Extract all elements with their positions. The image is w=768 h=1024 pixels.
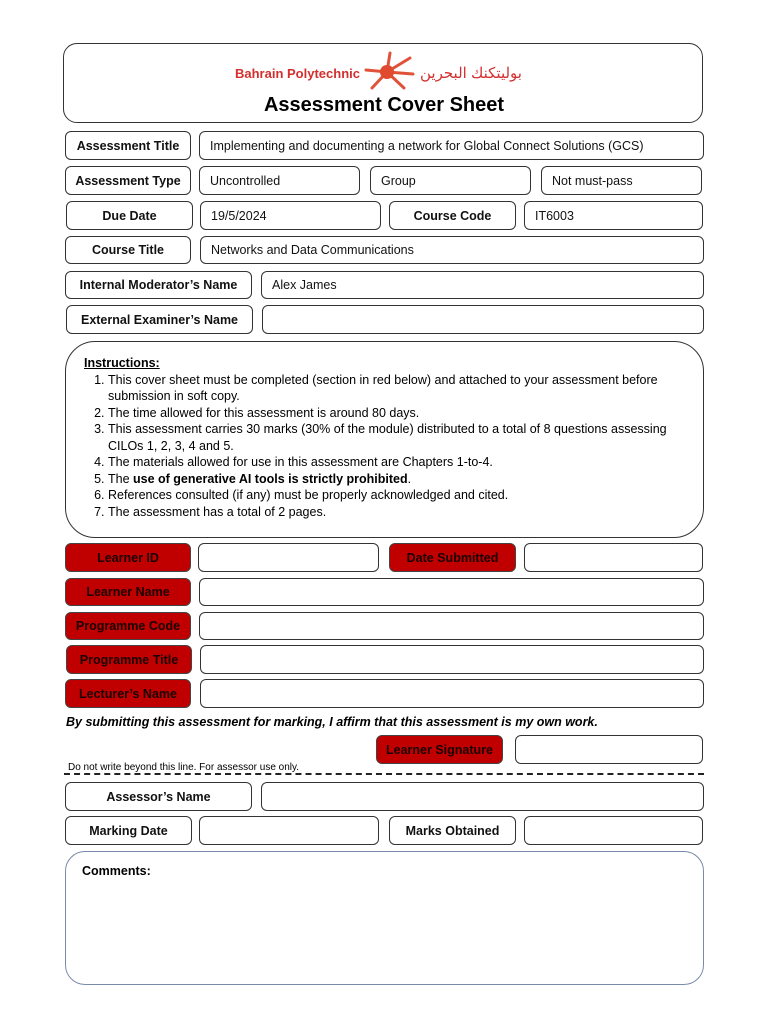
assessment-type-label: Assessment Type (65, 166, 191, 195)
marking-date-label: Marking Date (65, 816, 192, 845)
assessment-title-label: Assessment Title (65, 131, 191, 160)
course-code-label: Course Code (389, 201, 516, 230)
external-examiner-label: External Examiner’s Name (66, 305, 253, 334)
learner-signature-input[interactable] (515, 735, 703, 764)
learner-id-label: Learner ID (65, 543, 191, 572)
assessment-title-value[interactable]: Implementing and documenting a network for Global Connect Solutions (GCS) (199, 131, 704, 160)
brand-name-en: Bahrain Polytechnic (235, 66, 360, 81)
ai-post: . (407, 471, 412, 486)
instruction-item: 1. This cover sheet must be completed (section in red below) and attached to your assessment before submission in soft copy. (108, 372, 685, 405)
course-title-label: Course Title (65, 236, 191, 264)
marks-obtained-input[interactable] (524, 816, 703, 845)
affirmation-text: By submitting this assessment for marking, I affirm that this assessment is my own work. (66, 715, 598, 729)
programme-code-label: Programme Code (65, 612, 191, 640)
assessor-use-note: Do not write beyond this line. For assessor use only. (68, 762, 300, 773)
ai-prohibited: use of generative AI tools is strictly prohibited (133, 471, 408, 486)
learner-id-input[interactable] (198, 543, 379, 572)
ai-pre: The (108, 471, 134, 486)
programme-title-label: Programme Title (66, 645, 192, 674)
learner-name-label: Learner Name (65, 578, 191, 606)
lecturer-name-label: Lecturer’s Name (65, 679, 191, 708)
date-submitted-input[interactable] (524, 543, 703, 572)
programme-code-input[interactable] (199, 612, 704, 640)
internal-moderator-value[interactable]: Alex James (261, 271, 704, 299)
programme-title-input[interactable] (200, 645, 704, 674)
instruction-item: 3. This assessment carries 30 marks (30% of the module) distributed to a total of 8 questions assessing CILOs 1, 2, 3, 4 and 5. (108, 421, 685, 454)
instructions-heading: Instructions: (84, 356, 160, 370)
marks-obtained-label: Marks Obtained (389, 816, 516, 845)
date-submitted-label: Date Submitted (389, 543, 516, 572)
due-date-value[interactable]: 19/5/2024 (200, 201, 381, 230)
polytechnic-star-logo-icon (358, 50, 416, 94)
internal-moderator-label: Internal Moderator’s Name (65, 271, 252, 299)
instruction-item: 4. The materials allowed for use in this assessment are Chapters 1-to-4. (108, 454, 685, 471)
course-code-value[interactable]: IT6003 (524, 201, 703, 230)
learner-name-input[interactable] (199, 578, 704, 606)
brand-name-ar: بوليتكنك البحرين (420, 65, 522, 82)
learner-signature-label: Learner Signature (376, 735, 503, 764)
assessment-control-value[interactable]: Uncontrolled (199, 166, 360, 195)
page-title: Assessment Cover Sheet (263, 94, 505, 116)
comments-box[interactable] (65, 851, 704, 985)
assessor-name-label: Assessor’s Name (65, 782, 252, 811)
assessment-mustpass-value[interactable]: Not must-pass (541, 166, 702, 195)
course-title-value[interactable]: Networks and Data Communications (200, 236, 704, 264)
assessment-group-value[interactable]: Group (370, 166, 531, 195)
assessor-name-input[interactable] (261, 782, 704, 811)
instruction-item: 7. The assessment has a total of 2 pages. (108, 504, 685, 521)
external-examiner-value[interactable] (262, 305, 704, 334)
due-date-label: Due Date (66, 201, 193, 230)
dashed-divider (64, 773, 704, 775)
instruction-item: 6. References consulted (if any) must be properly acknowledged and cited. (108, 487, 685, 504)
marking-date-input[interactable] (199, 816, 379, 845)
lecturer-name-input[interactable] (200, 679, 704, 708)
instruction-item: 2. The time allowed for this assessment is around 80 days. (108, 405, 685, 422)
instructions-box (65, 341, 704, 538)
comments-label: Comments: (82, 864, 151, 878)
instruction-item (108, 471, 685, 488)
